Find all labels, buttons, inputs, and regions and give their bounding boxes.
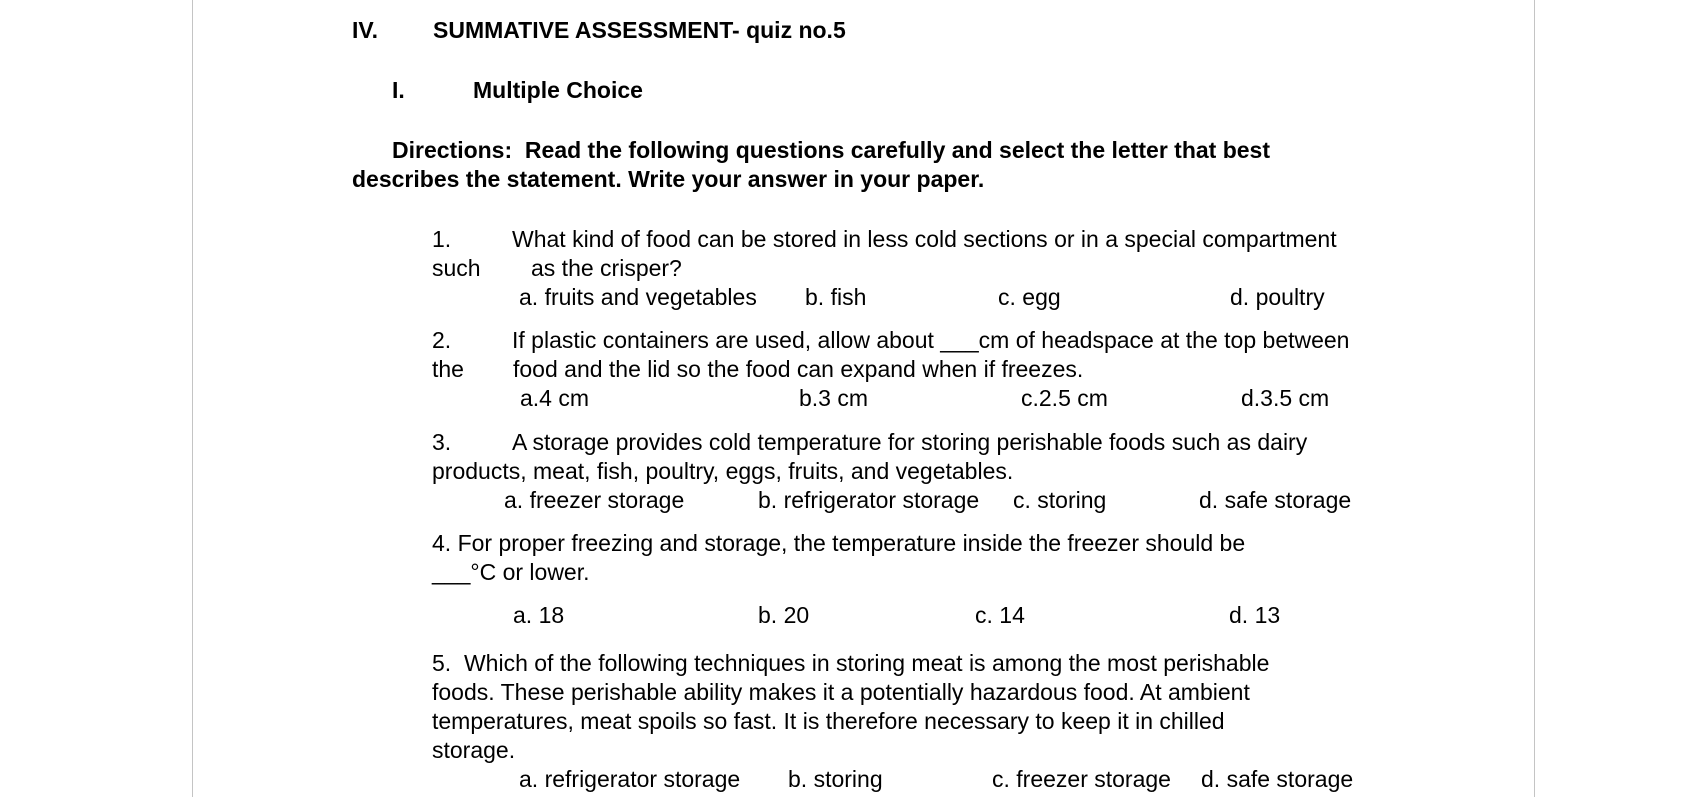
question-text-line: 4. For proper freezing and storage, the temperature inside the freezer should be <box>432 530 1246 556</box>
directions-line-2: describes the statement. Write your answer in your paper. <box>352 166 985 192</box>
question-text-line: food and the lid so the food can expand when if freezes. <box>513 356 1084 382</box>
question-text-line: A storage provides cold temperature for storing perishable foods such as dairy <box>512 429 1308 455</box>
option-b: b. refrigerator storage <box>758 487 980 513</box>
question-text-line: 5. Which of the following techniques in storing meat is among the most perishable <box>432 650 1270 676</box>
part-number: I. <box>392 77 405 103</box>
page-left-border <box>192 0 193 797</box>
directions-line-1: Directions: Read the following questions carefully and select the letter that best <box>392 137 1270 163</box>
question-number: 2. <box>432 327 452 353</box>
question-text-line: products, meat, fish, poultry, eggs, fruits, and vegetables. <box>432 458 1014 484</box>
section-number: IV. <box>352 17 379 43</box>
option-a: a. freezer storage <box>504 487 685 513</box>
question-text-line: storage. <box>432 737 516 763</box>
part-title: Multiple Choice <box>473 77 643 103</box>
option-a: a. 18 <box>513 602 565 628</box>
page-right-border <box>1534 0 1535 797</box>
option-d: d.3.5 cm <box>1241 385 1330 411</box>
option-b: b. fish <box>805 284 867 310</box>
option-b: b. 20 <box>758 602 810 628</box>
question-text-line: What kind of food can be stored in less cold sections or in a special compartment <box>512 226 1337 252</box>
option-a: a. fruits and vegetables <box>519 284 757 310</box>
section-title: SUMMATIVE ASSESSMENT- quiz no.5 <box>433 17 846 43</box>
question-number: 3. <box>432 429 452 455</box>
option-d: d. safe storage <box>1201 766 1354 792</box>
option-a: a. refrigerator storage <box>519 766 741 792</box>
option-b: b. storing <box>788 766 883 792</box>
option-c: c. egg <box>998 284 1061 310</box>
question-text-line: foods. These perishable ability makes it a potentially hazardous food. At ambient <box>432 679 1250 705</box>
option-c: c. freezer storage <box>992 766 1171 792</box>
option-c: c. storing <box>1013 487 1107 513</box>
question-number: 1. <box>432 226 452 252</box>
option-d: d. poultry <box>1230 284 1325 310</box>
question-text-line: temperatures, meat spoils so fast. It is therefore necessary to keep it in chilled <box>432 708 1225 734</box>
question-text-line: If plastic containers are used, allow about ___cm of headspace at the top between <box>512 327 1350 353</box>
option-d: d. 13 <box>1229 602 1281 628</box>
option-b: b.3 cm <box>799 385 869 411</box>
option-c: c. 14 <box>975 602 1025 628</box>
option-c: c.2.5 cm <box>1021 385 1108 411</box>
question-text-prefix: such <box>432 255 481 281</box>
question-text-line: as the crisper? <box>531 255 682 281</box>
question-text-prefix: the <box>432 356 464 382</box>
option-a: a.4 cm <box>520 385 590 411</box>
option-d: d. safe storage <box>1199 487 1352 513</box>
question-text-line: ___°C or lower. <box>432 559 590 585</box>
